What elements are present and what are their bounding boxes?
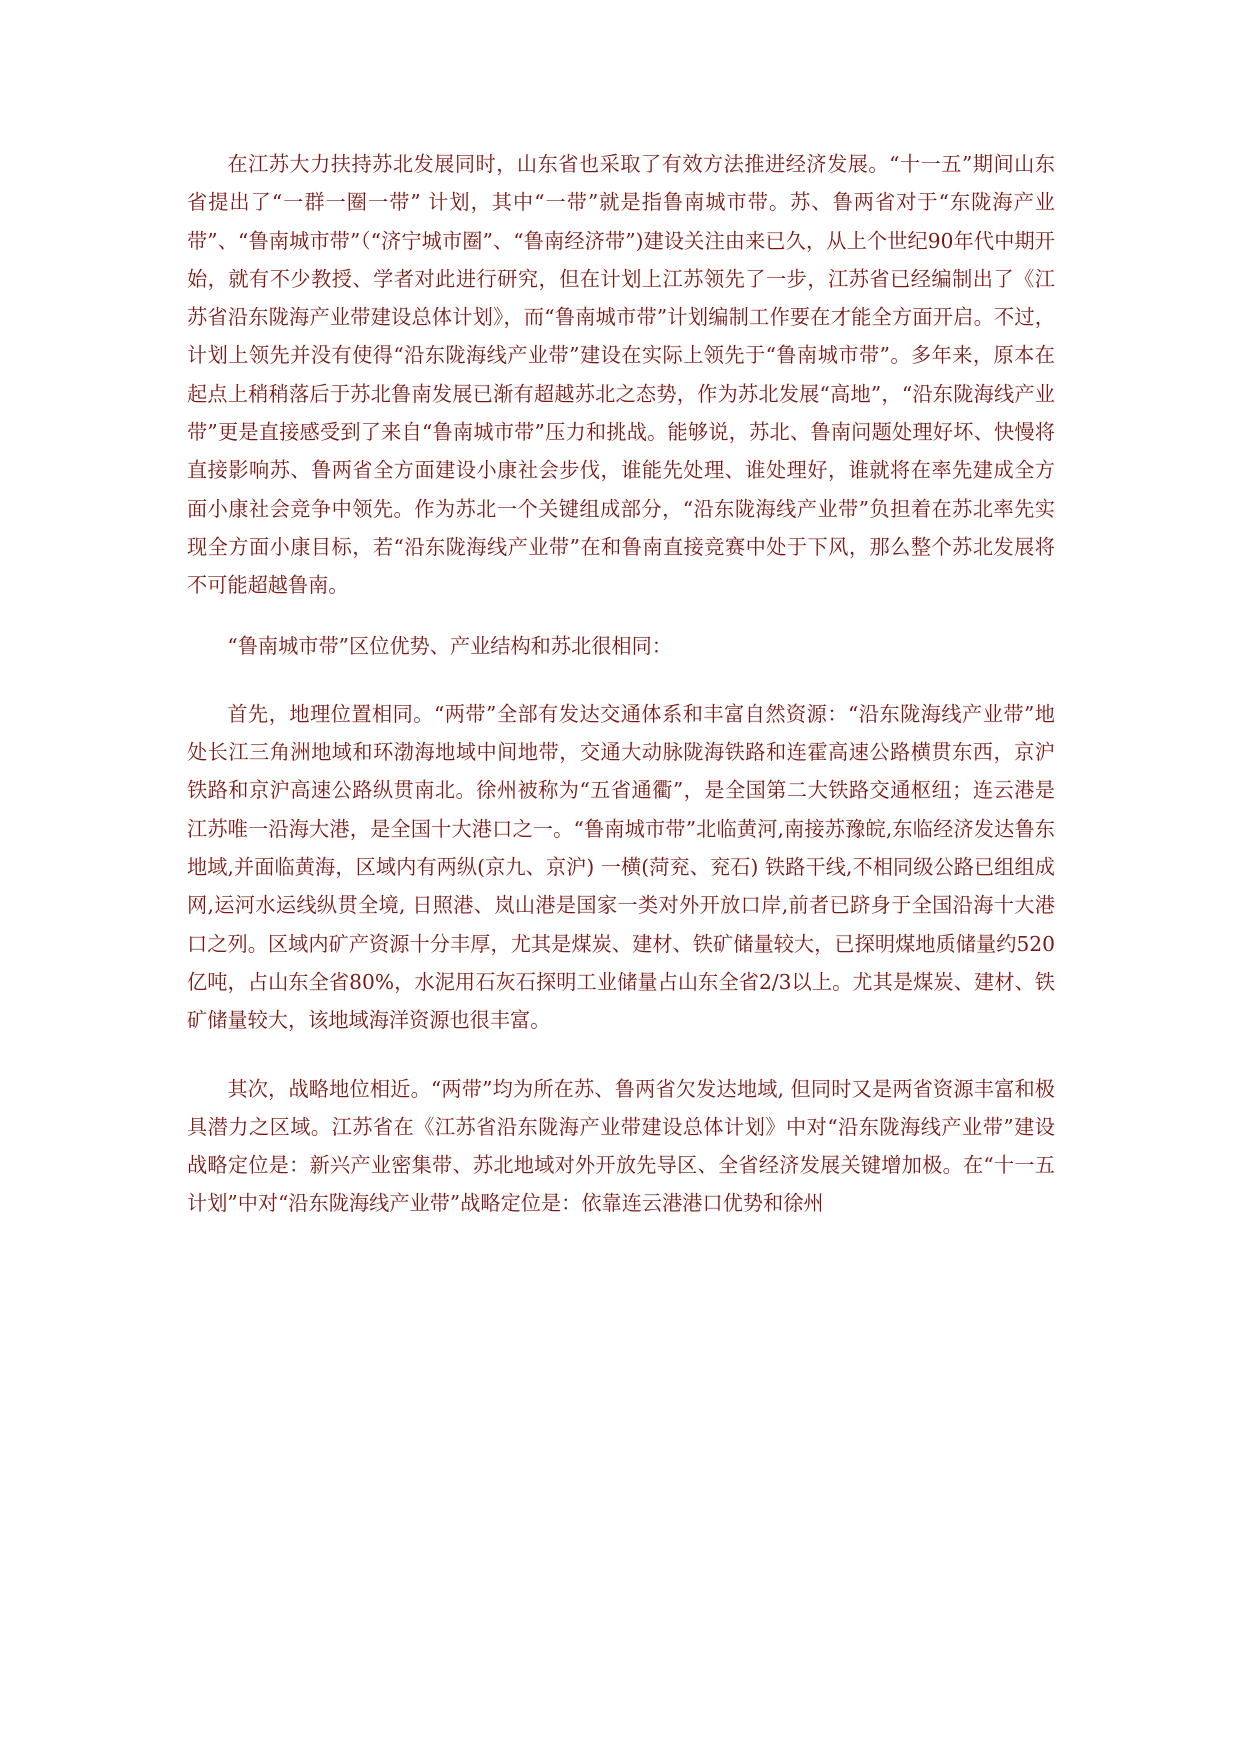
paragraph-strategic-position: 其次，战略地位相近。“两带”均为所在苏、鲁两省欠发达地域, 但同时又是两省资源丰富和极具潜力之区域。江苏省在《江苏省沿东陇海产业带建设总体计划》中对“沿东陇海线产业带”建设战略定位是：新兴产业密集带、苏北地域对外开放先导区、全省经济发展关键增加极。在“十一五计划”中对“沿东陇海线产业带”战略定位是：依靠连云港港口优势和徐州 [187,1076,1055,1216]
paragraph-similarity-intro: “鲁南城市带”区位优势、产业结构和苏北很相同： [227,633,672,658]
paragraph-regional-competition: 在江苏大力扶持苏北发展同时，山东省也采取了有效方法推进经济发展。“十一五”期间山东省提出了“一群一圈一带” 计划，其中“一带”就是指鲁南城市带。苏、鲁两省对于“东陇海产业带”、“鲁南城市带”（“济宁城市圈”、“鲁南经济带”)建设关注由来已久，从上个世纪90年代中期开始，就有不少教授、学者对此进行研究，但在计划上江苏领先了一步，江苏省已经编制出了《江苏省沿东陇海产业带建设总体计划》，而“鲁南城市带”计划编制工作要在才能全方面开启。不过，计划上领先并没有使得“沿东陇海线产业带”建设在实际上领先于“鲁南城市带”。多年来，原本在起点上稍稍落后于苏北鲁南发展已渐有超越苏北之态势，作为苏北发展“高地”，“沿东陇海线产业带”更是直接感受到了来自“鲁南城市带”压力和挑战。能够说，苏北、鲁南问题处理好坏、快慢将直接影响苏、鲁两省全方面建设小康社会步伐，谁能先处理、谁处理好，谁就将在率先建成全方面小康社会竞争中领先。作为苏北一个关键组成部分，“沿东陇海线产业带”负担着在苏北率先实现全方面小康目标，若“沿东陇海线产业带”在和鲁南直接竞赛中处于下风，那么整个苏北发展将不可能超越鲁南。 [187,152,1055,598]
document-body [187,145,1055,1223]
paragraph-geographic-location: 首先，地理位置相同。“两带”全部有发达交通体系和丰富自然资源：“沿东陇海线产业带”地处长江三角洲地域和环渤海地域中间地带，交通大动脉陇海铁路和连霍高速公路横贯东西，京沪铁路和京沪高速公路纵贯南北。徐州被称为“五省通衢”，是全国第二大铁路交通枢纽；连云港是江苏唯一沿海大港，是全国十大港口之一。“鲁南城市带”北临黄河,南接苏豫皖,东临经济发达鲁东地域,并面临黄海，区域内有两纵(京九、京沪) 一横(菏兖、兖石) 铁路干线,不相同级公路已组组成网,运河水运线纵贯全境, 日照港、岚山港是国家一类对外开放口岸,前者已跻身于全国沿海十大港口之列。区域内矿产资源十分丰厚，尤其是煤炭、建材、铁矿储量较大，已探明煤地质储量约520亿吨，占山东全省80%，水泥用石灰石探明工业储量占山东全省2/3以上。尤其是煤炭、建材、铁矿储量较大，该地域海洋资源也很丰富。 [187,701,1055,1033]
